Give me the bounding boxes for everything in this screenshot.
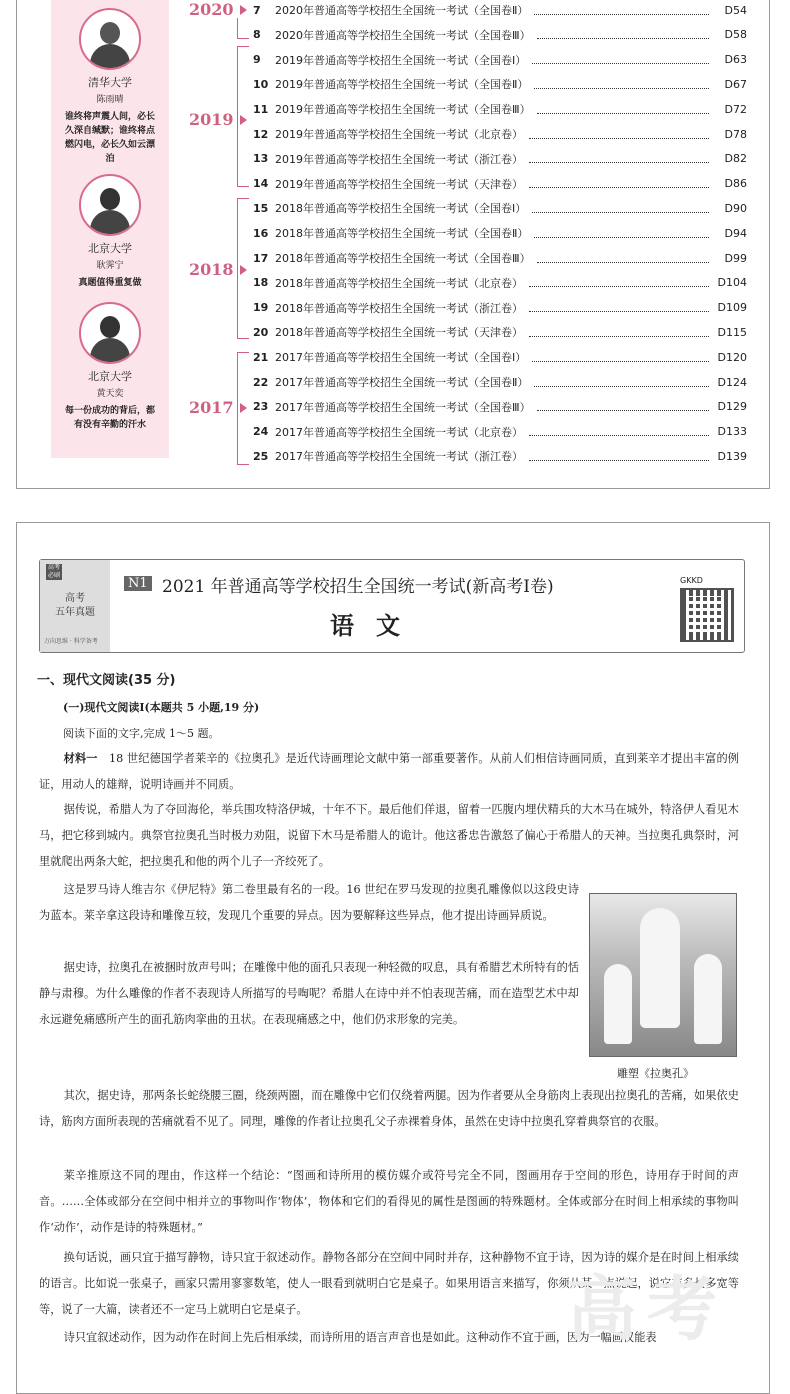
leader-dots (529, 130, 709, 139)
toc-page-number: D129 (717, 400, 747, 414)
exam-page (16, 522, 770, 1394)
series-label: 高考 五年真题 (55, 593, 95, 618)
year-marker: 2018 (189, 260, 247, 279)
toc-entry[interactable] (253, 50, 747, 70)
toc-number: 22 (253, 375, 269, 389)
leader-dots (529, 154, 709, 163)
toc-title: 2017年普通高等学校招生全国统一考试（浙江卷） (275, 450, 523, 464)
toc-number: 7 (253, 3, 261, 17)
series-tag (40, 560, 110, 652)
paragraph: 诗只宜叙述动作，因为动作在时间上先后相承续，而诗所用的语言声音也是如此。这种动作不宜于画，因为一幅画仅能表 (63, 1331, 657, 1344)
bracket-line (237, 46, 249, 47)
toc-title: 2017年普通高等学校招生全国统一考试（北京卷） (275, 425, 523, 439)
toc-page-number: D94 (724, 226, 747, 240)
profile-university: 清华大学 (88, 76, 132, 89)
toc-page-number: D82 (724, 152, 747, 166)
toc-title: 2018年普通高等学校招生全国统一考试（全国卷Ⅲ） (275, 252, 531, 265)
toc-number: 9 (253, 53, 261, 67)
toc-title: 2019年普通高等学校招生全国统一考试（全国卷Ⅱ） (275, 78, 529, 92)
bracket-line (237, 186, 249, 187)
leader-dots (529, 452, 709, 461)
toc-entry[interactable] (253, 248, 747, 268)
avatar (79, 174, 141, 236)
toc-title: 2018年普通高等学校招生全国统一考试（全国卷Ⅰ） (275, 202, 527, 216)
toc-number: 15 (253, 201, 269, 215)
toc-title: 2018年普通高等学校招生全国统一考试（浙江卷） (275, 301, 523, 315)
profile-card (51, 174, 169, 290)
toc-number: 20 (253, 325, 269, 339)
toc-number: 16 (253, 226, 269, 240)
exam-title: 2021 年普通高等学校招生全国统一考试(新高考Ⅰ卷) (162, 577, 554, 597)
leader-dots (537, 402, 709, 411)
bracket-line (237, 18, 238, 38)
toc-title: 2019年普通高等学校招生全国统一考试（天津卷） (275, 177, 523, 191)
leader-dots (532, 204, 709, 213)
leader-dots (529, 278, 709, 287)
toc-page-number: D115 (717, 325, 747, 339)
toc-page-number: D109 (717, 301, 747, 315)
toc-title: 2017年普通高等学校招生全国统一考试（全国卷Ⅲ） (275, 400, 531, 414)
leader-dots (532, 353, 709, 362)
avatar (79, 302, 141, 364)
paragraph: 这是罗马诗人维吉尔《伊尼特》第二卷里最有名的一段。16 世纪在罗马发现的拉奥孔雕像似以这段史诗为蓝本。莱辛拿这段诗和雕像互较，发现几个重要的异点。因为要解释这些异点，他才提出诗画异质说。 (39, 883, 579, 922)
student-sidebar (51, 0, 169, 458)
triangle-icon (240, 5, 247, 15)
leader-dots (534, 80, 709, 89)
paragraph: 材料一 18 世纪德国学者莱辛的《拉奥孔》是近代诗画理论文献中第一部重要著作。从前人们相信诗画同质，直到莱辛才提出丰富的例证，用动人的雄辩，说明诗画并不同质。 (39, 751, 739, 791)
toc-title: 2019年普通高等学校招生全国统一考试（全国卷Ⅲ） (275, 103, 531, 117)
year-marker: 2020 (189, 0, 247, 19)
bracket-line (237, 38, 249, 39)
paragraph: 其次，据史诗，那两条长蛇绕腰三圈，绕颈两圈，而在雕像中它们仅绕着两腿。因为作者要从全身筋肉上表现出拉奥孔的苦痛，如果依史诗，筋肉方面所表现的苦痛就看不见了。同理，雕像的作者让拉奥孔父子赤裸着身体，虽然在史诗中拉奥孔穿着典祭官的衣服。 (39, 1089, 739, 1128)
toc-entry[interactable] (253, 174, 747, 194)
leader-dots (529, 328, 709, 337)
profile-quote: 真题值得重复做 (78, 278, 142, 288)
profile-quote: 每一份成功的背后，都有没有辛勤的汗水 (64, 406, 155, 430)
toc-number: 13 (253, 152, 269, 166)
toc-entry[interactable] (253, 397, 747, 417)
toc-number: 25 (253, 449, 269, 463)
toc-number: 18 (253, 276, 269, 290)
image-caption: 雕塑《拉奥孔》 (617, 1067, 694, 1080)
paragraph: 据史诗，拉奥孔在被捆时放声号叫；在雕像中他的面孔只表现一种轻微的叹息，具有希腊艺术所特有的恬静与肃穆。为什么雕像的作者不表现诗人所描写的号啕呢？希腊人在诗中并不怕表现苦痛，而在造型艺术中却永远避免痛感所产生的面孔筋肉挛曲的丑状。在表现痛感之中，他们仍求形象的完美。 (39, 961, 579, 1026)
toc-page-number: D54 (724, 3, 747, 17)
toc-entry[interactable] (253, 298, 747, 318)
leader-dots (534, 378, 709, 387)
toc-title: 2019年普通高等学校招生全国统一考试（浙江卷） (275, 152, 523, 166)
toc-page-number: D133 (717, 425, 747, 439)
series-logo: 高考必刷 (47, 564, 60, 579)
toc-entry[interactable] (253, 446, 747, 466)
qr-code-icon[interactable] (680, 588, 734, 642)
triangle-icon (240, 403, 247, 413)
toc-title: 2019年普通高等学校招生全国统一考试（全国卷Ⅰ） (275, 53, 527, 67)
instruction: 阅读下面的文字,完成 1～5 题。 (63, 727, 220, 740)
profile-university: 北京大学 (88, 242, 132, 255)
toc-page-number: D63 (724, 53, 747, 67)
subject-title: 语文 (330, 611, 422, 640)
toc-page-number: D104 (717, 276, 747, 290)
toc-page-number: D86 (724, 177, 747, 191)
toc-title: 2020年普通高等学校招生全国统一考试（全国卷Ⅲ） (275, 28, 531, 42)
leader-dots (529, 427, 709, 436)
leader-dots (534, 6, 709, 15)
toc-page-number: D72 (724, 102, 747, 116)
toc-page-number: D120 (717, 350, 747, 364)
material-label: 材料一 (63, 751, 98, 765)
leader-dots (534, 229, 709, 238)
triangle-icon (240, 115, 247, 125)
toc-title: 2018年普通高等学校招生全国统一考试（北京卷） (275, 276, 523, 290)
paragraph: 莱辛推原这不同的理由，作这样一个结论：“图画和诗所用的模仿媒介或符号完全不同，图画用存于空间的形色，诗用存于时间的声音。……全体或部分在空间中相并立的事物叫作‘物体’，物体和它们的看得见的属性是图画的特殊题材。全体或部分在时间上相承续的事物叫作‘动作’，动作是诗的特殊题材。” (39, 1169, 739, 1234)
leader-dots (532, 55, 709, 64)
toc-number: 8 (253, 28, 261, 42)
profile-name: 耿霁宁 (96, 261, 124, 271)
bracket-line (237, 352, 238, 464)
exam-code: N1 (124, 576, 152, 591)
leader-dots (537, 254, 709, 263)
toc-page-number: D67 (724, 77, 747, 91)
toc-title: 2017年普通高等学校招生全国统一考试（全国卷Ⅰ） (275, 351, 527, 365)
profile-card (51, 302, 169, 432)
toc-page-number: D90 (724, 201, 747, 215)
year-marker: 2019 (189, 110, 247, 129)
toc-number: 11 (253, 102, 269, 116)
profile-name: 黄天奕 (96, 389, 124, 399)
toc-page-number: D124 (717, 375, 747, 389)
toc-entry[interactable] (253, 198, 747, 218)
toc-page-number: D58 (724, 28, 747, 42)
toc-page-number: D78 (724, 127, 747, 141)
publisher-label: 万向思维 · 科学备考 (44, 638, 98, 645)
paragraph: 据传说，希腊人为了夺回海伦，举兵围攻特洛伊城，十年不下。最后他们佯退，留着一匹腹内埋伏精兵的大木马在城外，特洛伊人看见木马，把它移到城内。典祭官拉奥孔当时极力劝阻，说留下木马是希腊人的诡计。他这番忠告激怒了偏心于希腊人的天神。当拉奥孔典祭时，河里就爬出两条大蛇，把拉奥孔和他的两个儿子一齐绞死了。 (39, 803, 739, 868)
toc-entry[interactable] (253, 223, 747, 243)
leader-dots (529, 303, 709, 312)
toc-page (16, 0, 770, 489)
toc-page-number: D139 (717, 449, 747, 463)
bracket-line (237, 338, 249, 339)
bracket-line (237, 198, 238, 338)
bracket-line (237, 46, 238, 186)
bracket-line (237, 352, 249, 353)
toc-entry[interactable] (253, 149, 747, 169)
toc-entry[interactable] (253, 273, 747, 293)
paragraph: 换句话说，画只宜于描写静物，诗只宜于叙述动作。静物各部分在空间中同时并存，这种静物不宜于诗，因为诗的媒介是在时间上相承续的语言。比如说一张桌子，画家只需用寥寥数笔，使人一眼看到就明白它是桌子。如果用语言来描写，你须从某一点说起，说它有多长多宽等等，说了一大篇，读者还不一定马上就明白它是桌子。 (39, 1251, 739, 1316)
qr-label: GKKD (680, 576, 703, 585)
toc-number: 14 (253, 177, 269, 191)
toc-number: 10 (253, 77, 269, 91)
watermark: 高考 (567, 1267, 727, 1350)
toc-entry[interactable] (253, 322, 747, 342)
exam-banner (39, 559, 745, 653)
profile-card (51, 8, 169, 166)
triangle-icon (240, 265, 247, 275)
toc-number: 21 (253, 350, 269, 364)
profile-university: 北京大学 (88, 370, 132, 383)
toc-entry[interactable] (253, 124, 747, 144)
toc-number: 24 (253, 425, 269, 439)
leader-dots (529, 179, 709, 188)
leader-dots (537, 105, 709, 114)
toc-entry[interactable] (253, 372, 747, 392)
bracket-line (237, 198, 249, 199)
bracket-line (237, 464, 249, 465)
toc-title: 2017年普通高等学校招生全国统一考试（全国卷Ⅱ） (275, 376, 529, 389)
toc-page-number: D99 (724, 251, 747, 265)
profile-quote: 谁终将声震人间，必长久深自缄默；谁终将点燃闪电，必长久如云漂泊 (64, 112, 155, 164)
section-heading: 一、现代文阅读(35 分) (37, 673, 176, 688)
toc-number: 17 (253, 251, 269, 265)
leader-dots (537, 30, 709, 39)
toc-entry[interactable] (253, 422, 747, 442)
subsection-heading: (一)现代文阅读Ⅰ(本题共 5 小题,19 分) (63, 701, 260, 714)
toc-entry[interactable] (253, 0, 747, 20)
profile-name: 陈雨晴 (96, 95, 124, 105)
avatar (79, 8, 141, 70)
laocoon-statue-image (589, 893, 737, 1057)
toc-entry[interactable] (253, 99, 747, 119)
toc-number: 23 (253, 400, 269, 414)
toc-title: 2019年普通高等学校招生全国统一考试（北京卷） (275, 128, 523, 141)
year-marker: 2017 (189, 398, 247, 417)
toc-number: 19 (253, 301, 269, 315)
toc-entry[interactable] (253, 347, 747, 367)
toc-entry[interactable] (253, 74, 747, 94)
toc-entry[interactable] (253, 25, 747, 45)
toc-title: 2018年普通高等学校招生全国统一考试（全国卷Ⅱ） (275, 227, 529, 241)
toc-title: 2018年普通高等学校招生全国统一考试（天津卷） (275, 326, 523, 340)
toc-title: 2020年普通高等学校招生全国统一考试（全国卷Ⅱ） (275, 4, 529, 17)
toc-number: 12 (253, 127, 269, 141)
